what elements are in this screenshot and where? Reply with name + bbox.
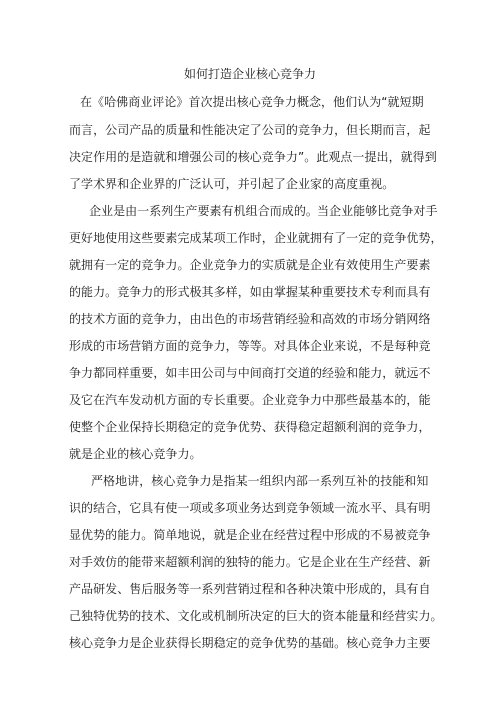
- paragraph-2-line-1b: 当企业能够比竞争对手: [317, 204, 438, 218]
- paragraph-3-line-3: 显优势的能力。简单地说，就是企业在经营过程中形成的不易被竞争: [69, 528, 431, 542]
- paragraph-3-line-5: 产品研发、售后服务等一系列营销过程和各种决策中形成的，具有自: [69, 582, 431, 596]
- paragraph-3-line-7: 核心竞争力是企业获得长期稳定的竞争优势的基础。核心竞争力主要: [69, 636, 431, 650]
- paragraph-2-line-2: 更好地使用这些要素完成某项工作时，企业就拥有了一定的竞争优势，: [69, 231, 443, 245]
- paragraph-3-line-6: 己独特优势的技术、文化或机制所决定的巨大的资本能量和经营实力。: [69, 609, 443, 623]
- paragraph-3-line-4: 对手效仿的能带来超额利润的独特的能力。它是企业在生产经营、新: [69, 555, 431, 569]
- paragraph-2-line-7: 争力都同样重要，如丰田公司与中间商打交道的经验和能力，就远不: [69, 366, 431, 380]
- paragraph-2-line-6: 形成的市场营销方面的竞争力，等等。对具体企业来说，不是每种竞: [69, 339, 431, 353]
- paragraph-1-line-4: 了学术界和企业界的广泛认可，并引起了企业家的高度重视。: [69, 177, 395, 191]
- paragraph-2-line-9: 使整个企业保持长期稳定的竞争优势、获得稳定超额利润的竞争力，: [69, 420, 431, 434]
- paragraph-2-line-1a: 企业是由一系列生产要素有机组合而成的。: [89, 204, 318, 218]
- paragraph-3-line-1: 严格地讲，核心竞争力是指某一组织内部一系列互补的技能和知: [91, 474, 429, 488]
- paragraph-3-line-2: 识的结合，它具有使一项或多项业务达到竞争领域一流水平、具有明: [69, 501, 431, 515]
- paragraph-1-line-2: 而言，公司产品的质量和性能决定了公司的竞争力，但长期而言，起: [69, 123, 431, 137]
- paragraph-2-line-5: 的技术方面的竞争力，由出色的市场营销经验和高效的市场分销网络: [69, 312, 431, 326]
- paragraph-2-line-8: 及它在汽车发动机方面的专长重要。企业竞争力中那些最基本的，能: [69, 393, 431, 407]
- paragraph-1-line-3: 决定作用的是造就和增强公司的核心竞争力”。此观点一提出，就得到: [69, 150, 437, 164]
- paragraph-2-line-4: 的能力。竞争力的形式极其多样，如由掌握某种重要技术专利而具有: [69, 285, 431, 299]
- paragraph-1-line-1: 在《哈佛商业评论》首次提出核心竞争力概念，他们认为“就短期: [80, 95, 424, 109]
- paragraph-2-line-10: 就是企业的核心竞争力。: [69, 447, 202, 461]
- document-title: 如何打造企业核心竞争力: [183, 67, 316, 81]
- paragraph-2-line-3: 就拥有一定的竞争力。企业竞争力的实质就是企业有效使用生产要素: [69, 258, 431, 272]
